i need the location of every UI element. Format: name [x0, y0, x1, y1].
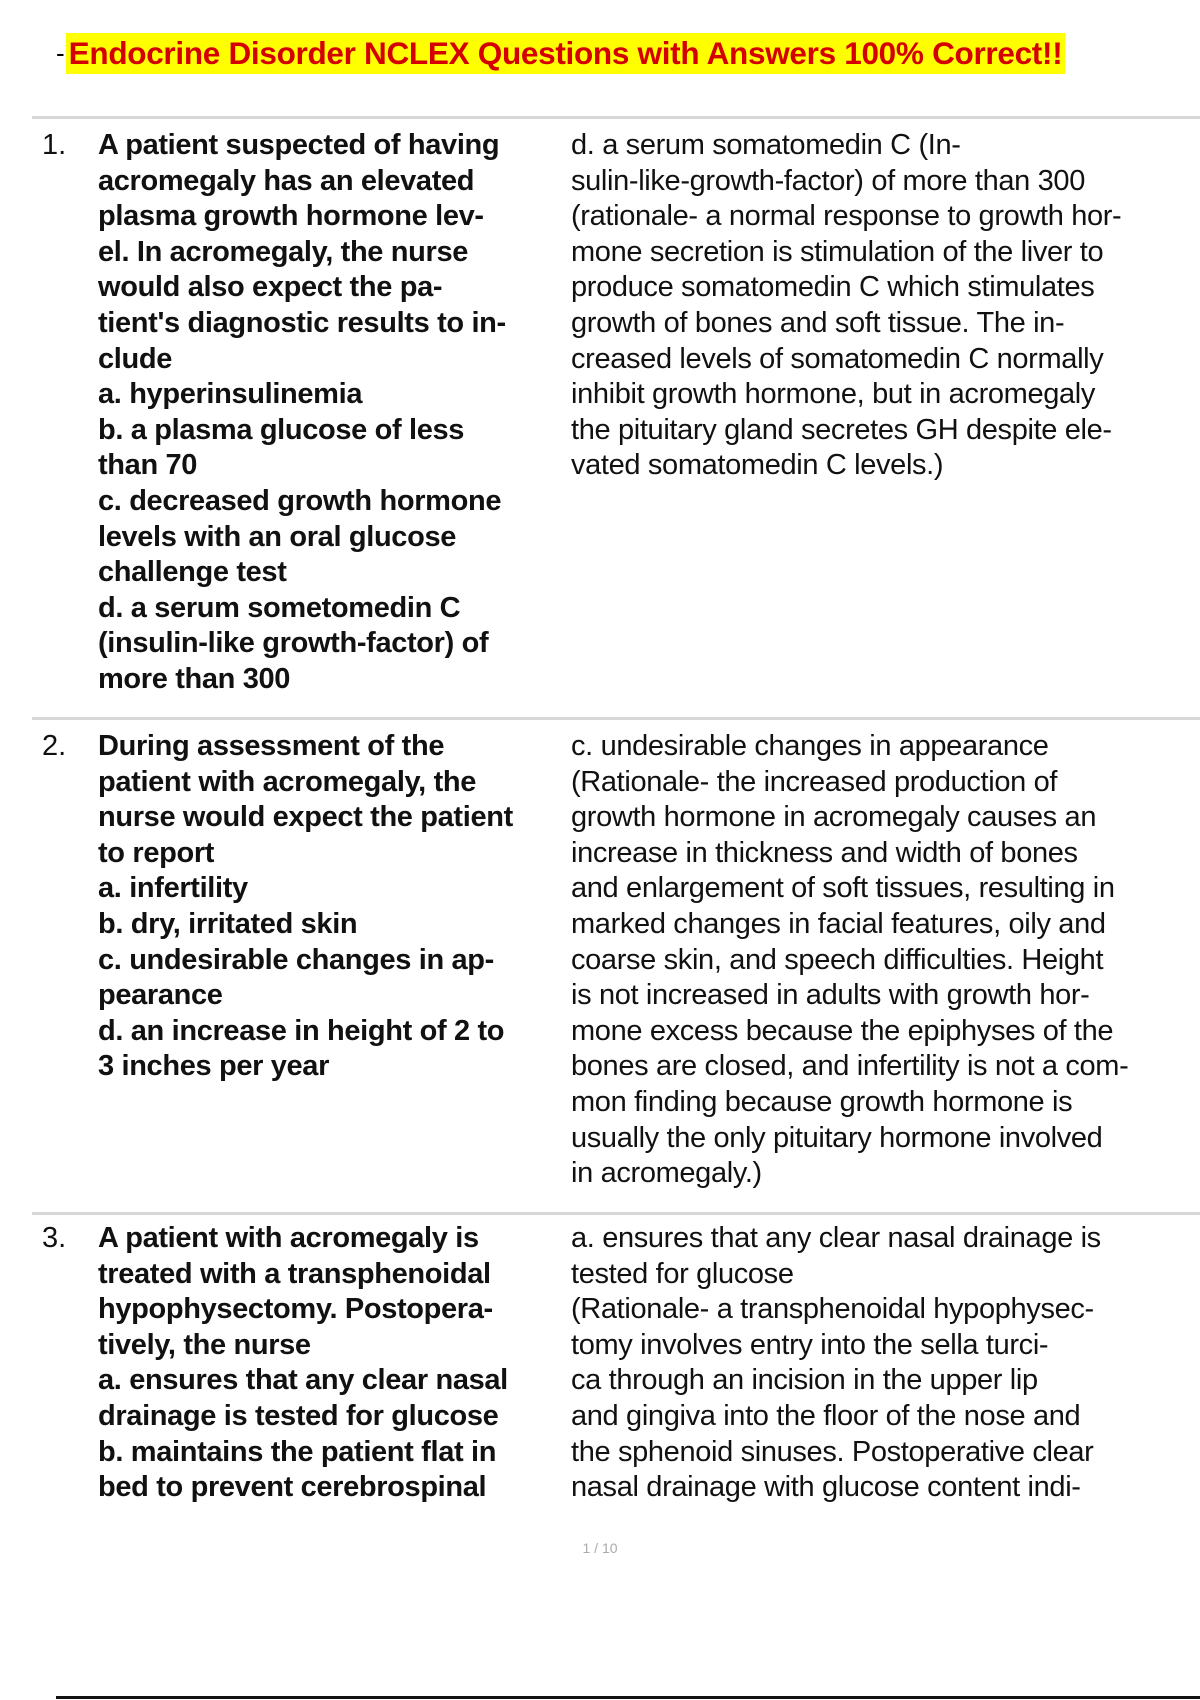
question-line: plasma growth hormone lev-	[98, 200, 484, 233]
answer-line: the pituitary gland secretes GH despite ele-	[571, 413, 1112, 446]
question-line: patient with acromegaly, the	[98, 765, 477, 798]
answer-line: tomy involves entry into the sella turci-	[571, 1328, 1049, 1361]
question-text	[98, 128, 568, 698]
answer-line: bones are closed, and infertility is not a com-	[571, 1050, 1129, 1083]
answer-line: and enlargement of soft tissues, resulting in	[571, 872, 1115, 905]
question-line: A patient suspected of having	[98, 129, 500, 161]
answer-line: growth of bones and soft tissue. The in-	[571, 306, 1065, 339]
question-line: to report	[98, 836, 215, 869]
answer-line: is not increased in adults with growth hor-	[571, 979, 1090, 1012]
question-line: A patient with acromegaly is	[98, 1222, 479, 1254]
answer-line: (Rationale- the increased production of	[571, 765, 1058, 798]
question-number: 2.	[42, 730, 67, 762]
answer-line: ca through an incision in the upper lip	[571, 1364, 1038, 1397]
question-number: 1.	[42, 129, 67, 161]
answer-text	[571, 1221, 1191, 1506]
question-line: b. dry, irritated skin	[98, 907, 358, 940]
answer-line: increase in thickness and width of bones	[571, 836, 1078, 869]
question-text	[98, 1221, 568, 1506]
question-line: b. maintains the patient flat in	[98, 1435, 497, 1468]
answer-line: c. undesirable changes in appearance	[571, 730, 1049, 762]
question-line: tively, the nurse	[98, 1328, 311, 1361]
divider	[32, 116, 1200, 119]
answer-line: and gingiva into the floor of the nose and	[571, 1399, 1081, 1432]
question-line: c. undesirable changes in ap-	[98, 943, 494, 976]
answer-line: mone secretion is stimulation of the liver to	[571, 235, 1104, 268]
answer-text	[571, 729, 1191, 1192]
answer-line: mon finding because growth hormone is	[571, 1085, 1073, 1118]
answer-line: usually the only pituitary hormone involved	[571, 1121, 1103, 1154]
question-line: c. decreased growth hormone	[98, 484, 502, 517]
question-line: b. a plasma glucose of less	[98, 413, 465, 446]
question-text	[98, 729, 568, 1085]
answer-line: inhibit growth hormone, but in acromegaly	[571, 378, 1096, 411]
answer-line: tested for glucose	[571, 1257, 794, 1290]
answer-line: the sphenoid sinuses. Postoperative clear	[571, 1435, 1094, 1468]
question-line: d. a serum sometomedin C	[98, 591, 461, 624]
question-line: treated with a transphenoidal	[98, 1257, 491, 1290]
answer-text	[571, 128, 1191, 484]
question-line: bed to prevent cerebrospinal	[98, 1471, 487, 1504]
question-line: more than 300	[98, 662, 291, 695]
answer-line: sulin-like-growth-factor) of more than 300	[571, 164, 1085, 197]
question-line: clude	[98, 342, 172, 375]
answer-line: growth hormone in acromegaly causes an	[571, 801, 1097, 834]
question-line: pearance	[98, 979, 223, 1012]
divider	[32, 1212, 1200, 1215]
question-line: a. ensures that any clear nasal	[98, 1364, 508, 1397]
question-line: drainage is tested for glucose	[98, 1399, 499, 1432]
document-title	[56, 33, 1065, 74]
answer-line: creased levels of somatomedin C normally	[571, 342, 1104, 375]
question-line: hypophysectomy. Postopera-	[98, 1293, 493, 1326]
question-line: than 70	[98, 449, 198, 482]
question-line: tient's diagnostic results to in-	[98, 306, 506, 339]
question-line: a. hyperinsulinemia	[98, 378, 363, 411]
answer-line: vated somatomedin C levels.)	[571, 449, 944, 482]
question-line: During assessment of the	[98, 730, 445, 762]
page-bottom-rule	[56, 1696, 1200, 1699]
divider	[32, 717, 1200, 720]
question-line: el. In acromegaly, the nurse	[98, 235, 469, 268]
title-dash: -	[56, 38, 65, 68]
answer-line: (Rationale- a transphenoidal hypophysec-	[571, 1293, 1094, 1326]
question-line: nurse would expect the patient	[98, 801, 513, 834]
answer-line: d. a serum somatomedin C (In-	[571, 129, 961, 161]
question-line: d. an increase in height of 2 to	[98, 1014, 505, 1047]
answer-line: nasal drainage with glucose content indi-	[571, 1471, 1081, 1504]
answer-line: produce somatomedin C which stimulates	[571, 271, 1095, 304]
title-text: Endocrine Disorder NCLEX Questions with Answers 100% Correct!!	[66, 33, 1066, 74]
question-line: challenge test	[98, 556, 287, 589]
answer-line: in acromegaly.)	[571, 1157, 762, 1190]
question-line: 3 inches per year	[98, 1050, 330, 1083]
answer-line: a. ensures that any clear nasal drainage is	[571, 1222, 1101, 1254]
answer-line: marked changes in facial features, oily and	[571, 907, 1106, 940]
question-line: a. infertility	[98, 872, 248, 905]
answer-line: mone excess because the epiphyses of the	[571, 1014, 1114, 1047]
question-line: levels with an oral glucose	[98, 520, 457, 553]
question-line: acromegaly has an elevated	[98, 164, 475, 197]
question-number: 3.	[42, 1222, 67, 1254]
question-line: would also expect the pa-	[98, 271, 443, 304]
page-indicator: 1 / 10	[582, 1540, 618, 1556]
answer-line: (rationale- a normal response to growth hor-	[571, 200, 1122, 233]
answer-line: coarse skin, and speech difficulties. Height	[571, 943, 1104, 976]
question-line: (insulin-like growth-factor) of	[98, 627, 489, 660]
